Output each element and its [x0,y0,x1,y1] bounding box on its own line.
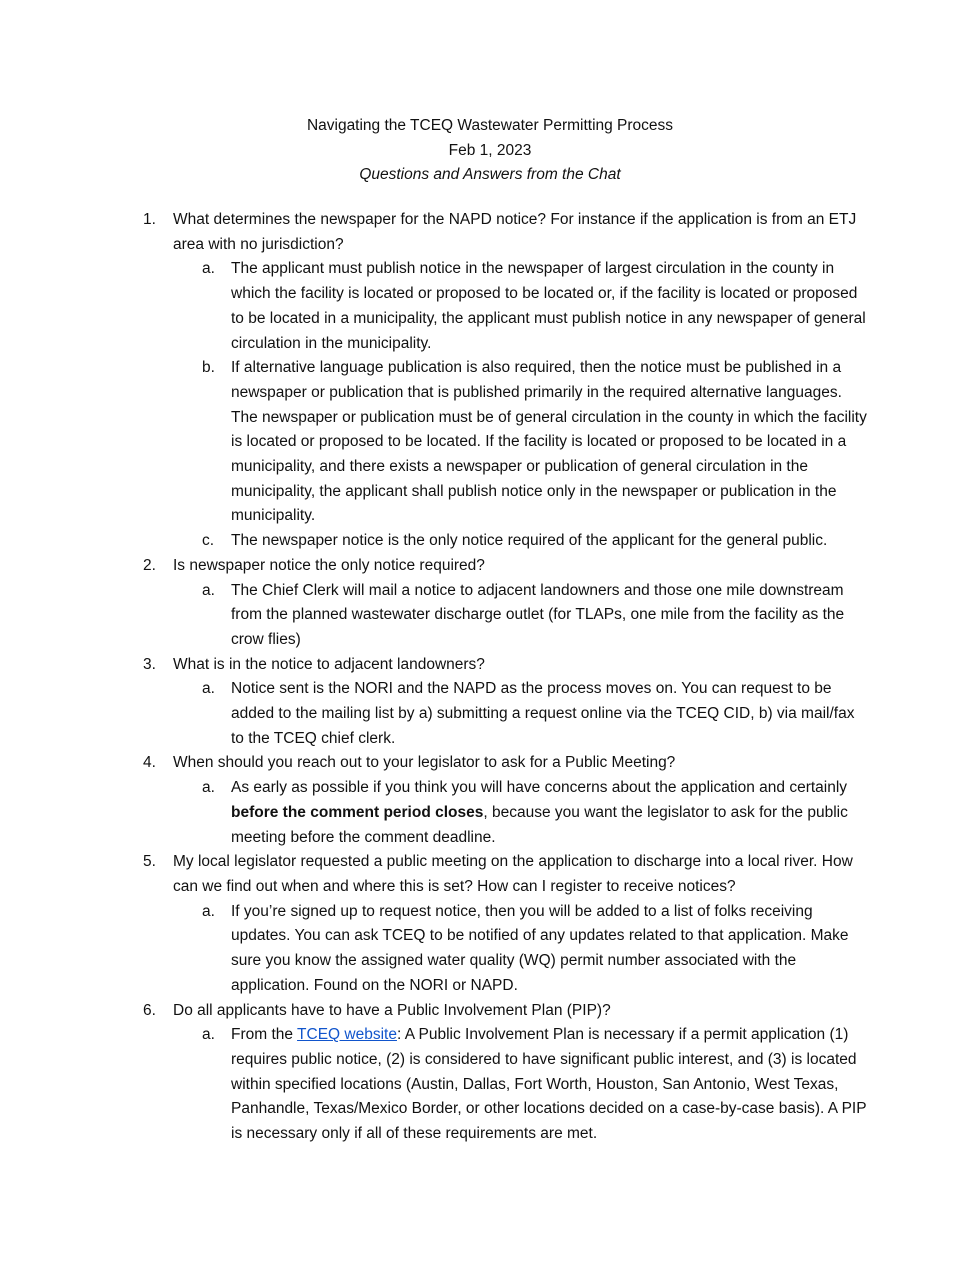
answer-1b [0,356,871,529]
answer-1c [0,529,871,554]
answer-text-bold: before the comment period closes [231,803,484,821]
answer-text: The applicant must publish notice in the newspaper of largest circulation in the county in which the facility is located or proposed to be located or, if the facility is located or proposed to be located in a municipality, the applicant must publish notice in any newspaper of general circulation in the municipality. [231,260,866,352]
answer-letter: a. [202,902,215,920]
answer-letter: c. [202,532,215,550]
answer-2a [0,579,871,653]
question-number: 2. [143,556,156,574]
document-header [0,114,980,188]
answer-3a [0,677,871,751]
answer-text-after: : A Public Involvement Plan is necessary if a permit application (1) requires public notice, (2) is considered to have significant public interest, and (3) is located within specified locations (Austin, Dallas, Fort Worth, Houston, San Antonio, West Texas, Panhandle, Texas/Mexico Border, or other locations decided on a case-by-case basis). A PIP is necessary only if all of these requirements are met. [231,1026,867,1143]
question-text: When should you reach out to your legislator to ask for a Public Meeting? [173,754,676,772]
answer-letter: a. [202,680,215,698]
question-number: 4. [143,754,156,772]
answer-letter: a. [202,260,215,278]
question-2 [0,554,873,579]
question-4 [0,751,873,776]
question-3 [0,653,873,678]
document-date: Feb 1, 2023 [448,141,532,159]
question-number: 1. [143,211,156,228]
answer-text: The Chief Clerk will mail a notice to adjacent landowners and those one mile downstream from the planned wastewater discharge outlet (for TLAPs, one mile from the facility as the crow flies) [231,581,845,648]
answer-text: The newspaper notice is the only notice required of the applicant for the general public. [231,532,828,550]
question-text: Is newspaper notice the only notice required? [173,556,485,574]
document-title: Navigating the TCEQ Wastewater Permitting Process [306,117,674,134]
answer-4a [0,776,871,850]
answer-letter: b. [202,359,215,377]
tceq-website-link[interactable]: TCEQ website [297,1026,397,1044]
question-number: 6. [143,1001,156,1019]
document-subtitle: Questions and Answers from the Chat [359,166,621,184]
answer-letter: a. [202,581,215,599]
question-text: What determines the newspaper for the NAPD notice? For instance if the application is from an ETJ area with no jurisdiction? [173,211,857,253]
answer-5a [0,900,871,999]
qa-list [0,208,980,1147]
answer-text-before: From the [231,1026,298,1044]
question-text: What is in the notice to adjacent landowners? [173,655,485,673]
answer-text: If alternative language publication is also required, then the notice must be published in a newspaper or publication that is published primarily in the required alternative languages. The newspaper or publication must be of general circulation in the county in which the facility is located or proposed to be located. If the facility is located or proposed to be located in a municipality, and there exists a newspaper or publication of general circulation in the municipality, the applicant shall publish notice only in the newspaper or publication in the municipality. [231,359,867,525]
question-text: My local legislator requested a public meeting on the application to discharge into a local river. How can we find out when and where this is set? How can I register to receive notices? [173,853,853,895]
question-text: Do all applicants have to have a Public Involvement Plan (PIP)? [173,1001,611,1019]
answer-text-before: As early as possible if you think you will have concerns about the application and certainly [231,779,848,797]
answer-text: If you’re signed up to request notice, then you will be added to a list of folks receiving updates. You can ask TCEQ to be notified of any updates related to that application. Make sure you know the assigned water quality (WQ) permit number associated with the application. Found on the NORI or NAPD. [231,902,849,994]
answer-6a [0,1023,871,1147]
question-number: 5. [143,853,156,871]
answer-text: Notice sent is the NORI and the NAPD as the process moves on. You can request to be added to the mailing list by a) submitting a request online via the TCEQ CID, b) via mail/fax to the TCEQ chief clerk. [231,680,855,747]
answer-1a [0,257,871,356]
question-number: 3. [143,655,156,673]
question-1 [0,208,873,257]
answer-letter: a. [202,779,215,797]
question-5 [0,850,873,899]
answer-text-after: , because you want the legislator to ask for the public meeting before the comment deadline. [231,803,848,846]
question-6 [0,999,873,1024]
answer-letter: a. [202,1026,215,1044]
